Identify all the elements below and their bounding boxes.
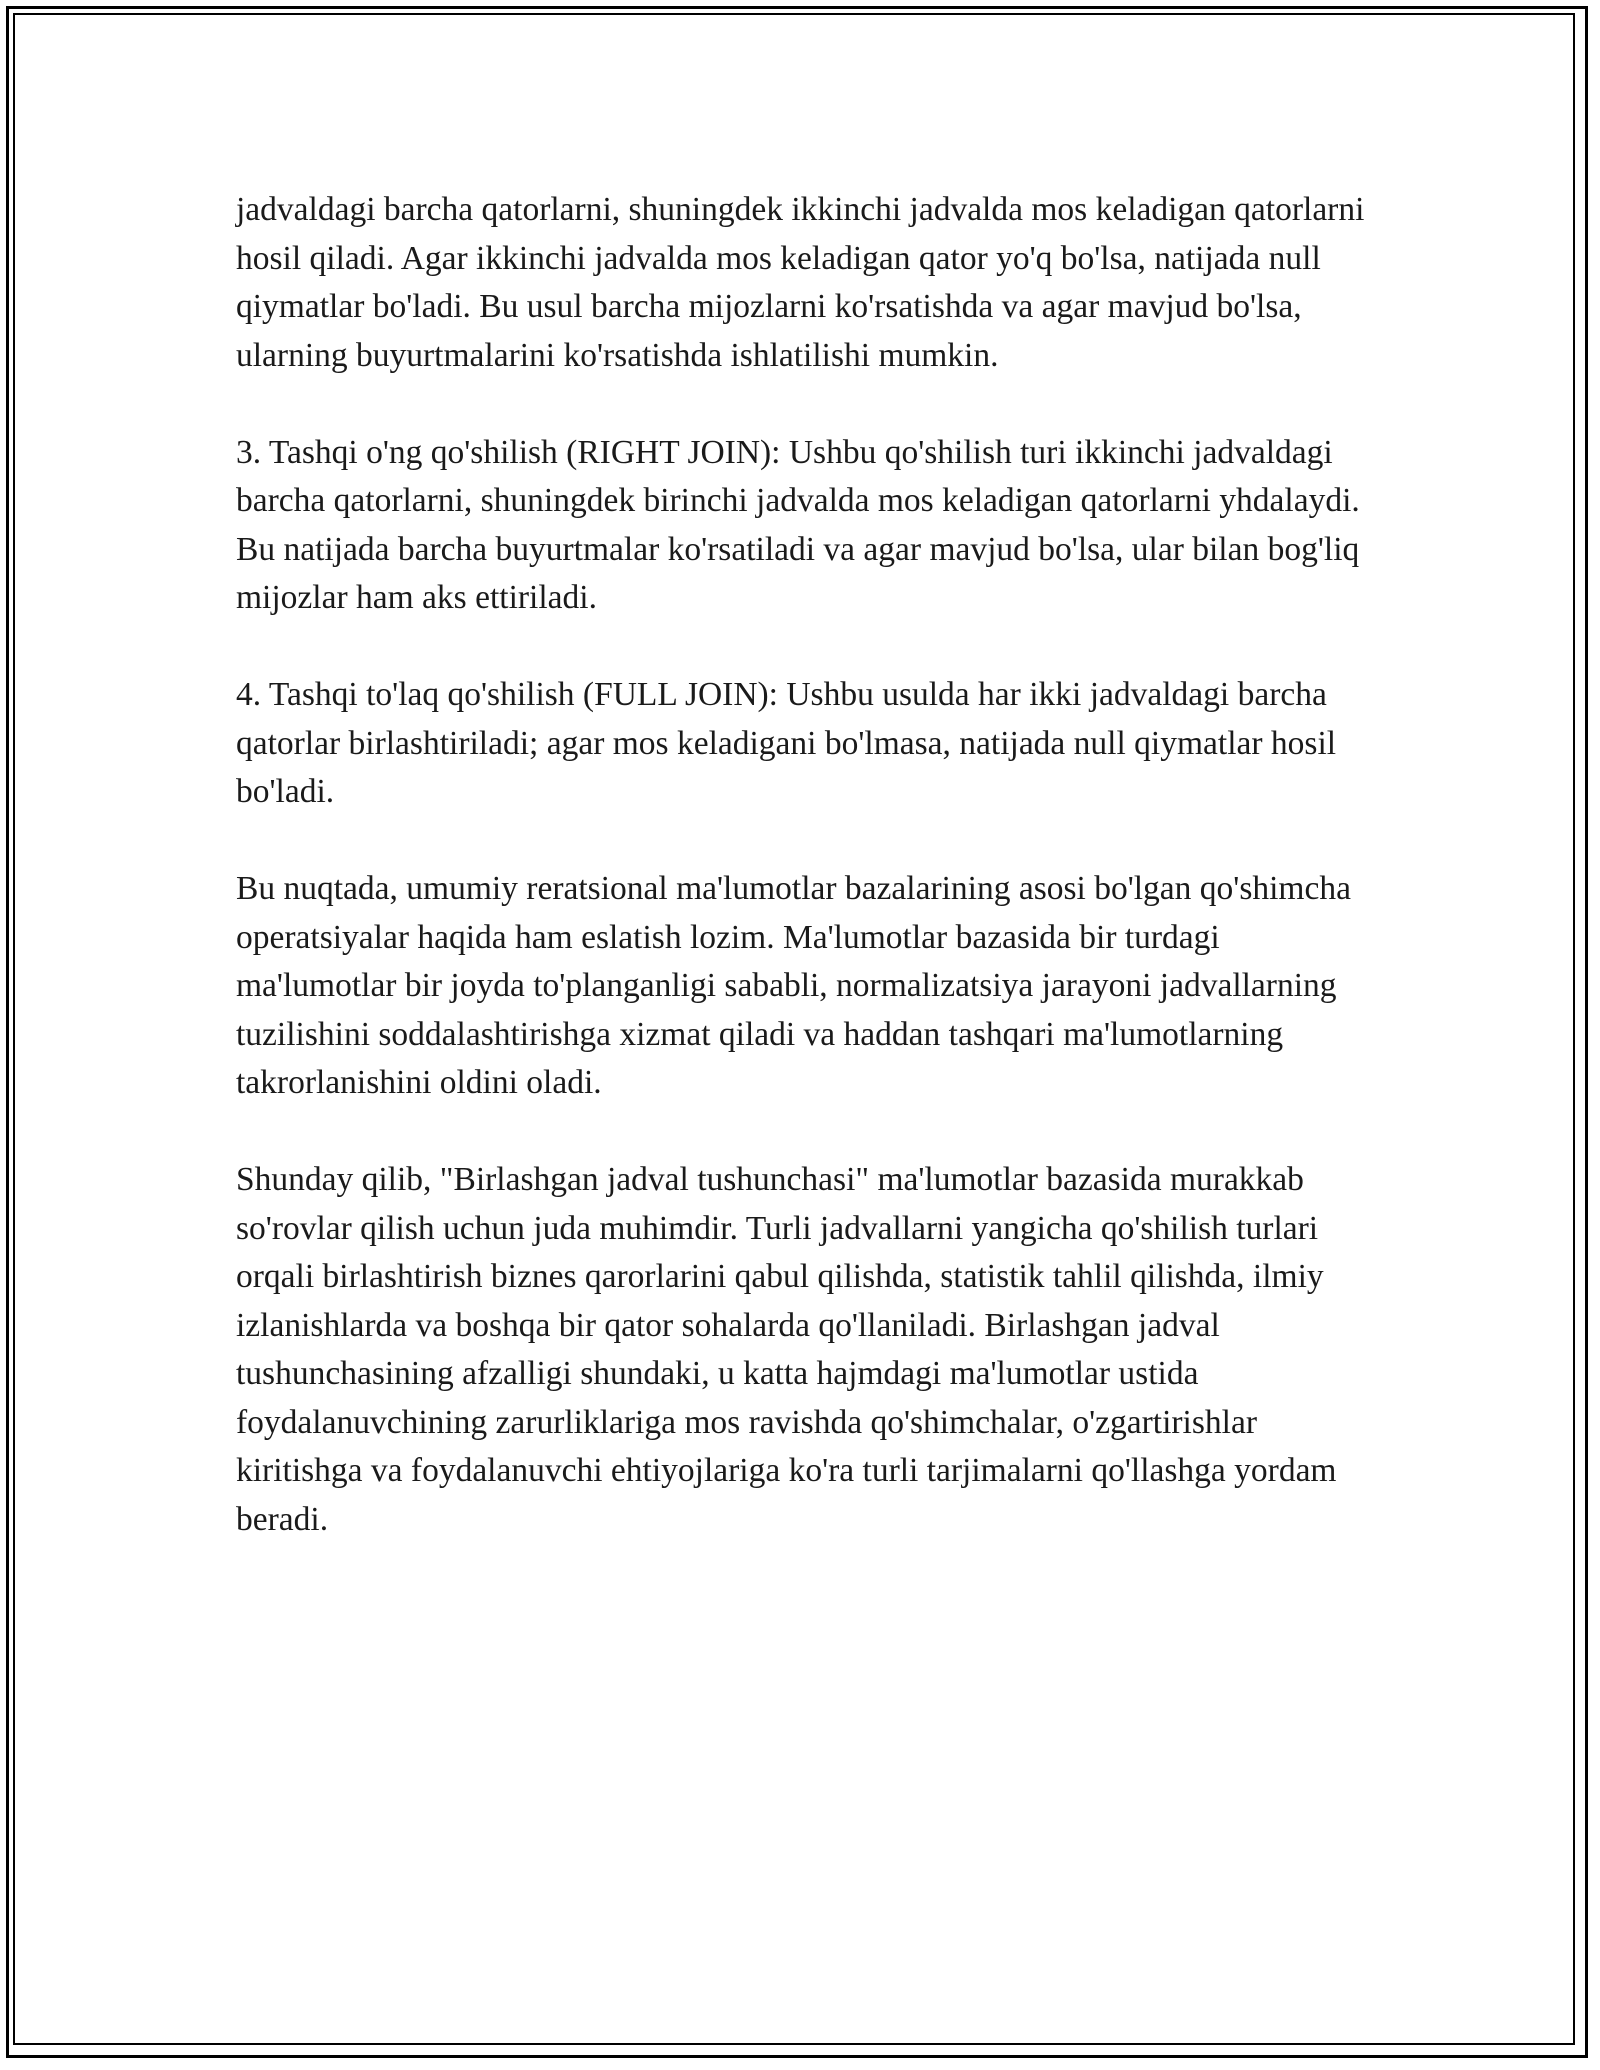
document-body [236, 186, 1376, 1593]
paragraph-normalization: Bu nuqtada, umumiy reratsional ma'lumotlar bazalarining asosi bo'lgan qo'shimcha operatsiyalar haqida ham eslatish lozim. Ma'lumotlar bazasida bir turdagi ma'lumotlar bir joyda to'planganligi sababli, normalizatsiya jarayoni jadvallarning tuzilishini soddalashtirishga xizmat qiladi va haddan tashqari ma'lumotlarning takrorlanishini oldini oladi. [236, 870, 1351, 1101]
paragraph-full-join: 4. Tashqi to'laq qo'shilish (FULL JOIN): Ushbu usulda har ikki jadvaldagi barcha qatorlar birlashtiriladi; agar mos keladigani bo'lmasa, natijada null qiymatlar hosil bo'ladi. [236, 676, 1337, 810]
paragraph-conclusion: Shunday qilib, "Birlashgan jadval tushunchasi" ma'lumotlar bazasida murakkab so'rovlar qilish uchun juda muhimdir. Turli jadvallarni yangicha qo'shilish turlari orqali birlashtirish biznes qarorlarini qabul qilishda, statistik tahlil qilishda, ilmiy izlanishlarda va boshqa bir qator sohalarda qo'llaniladi. Birlashgan jadval tushunchasining afzalligi shundaki, u katta hajmdagi ma'lumotlar ustida foydalanuvchining zarurliklariga mos ravishda qo'shimchalar, o'zgartirishlar kiritishga va foydalanuvchi ehtiyojlariga ko'ra turli tarjimalarni qo'llashga yordam beradi. [236, 1161, 1337, 1538]
paragraph-left-join-continuation: jadvaldagi barcha qatorlarni, shuningdek ikkinchi jadvalda mos keladigan qatorlarni hosil qiladi. Agar ikkinchi jadvalda mos keladigan qator yo'q bo'lsa, natijada null qiymatlar bo'ladi. Bu usul barcha mijozlarni ko'rsatishda va agar mavjud bo'lsa, ularning buyurtmalarini ko'rsatishda ishlatilishi mumkin. [236, 191, 1365, 374]
paragraph-right-join: 3. Tashqi o'ng qo'shilish (RIGHT JOIN): Ushbu qo'shilish turi ikkinchi jadvaldagi barcha qatorlarni, shuningdek birinchi jadvalda mos keladigan qatorlarni yhdalaydi. Bu natijada barcha buyurtmalar ko'rsatiladi va agar mavjud bo'lsa, ular bilan bog'liq mijozlar ham aks ettiriladi. [236, 433, 1360, 616]
